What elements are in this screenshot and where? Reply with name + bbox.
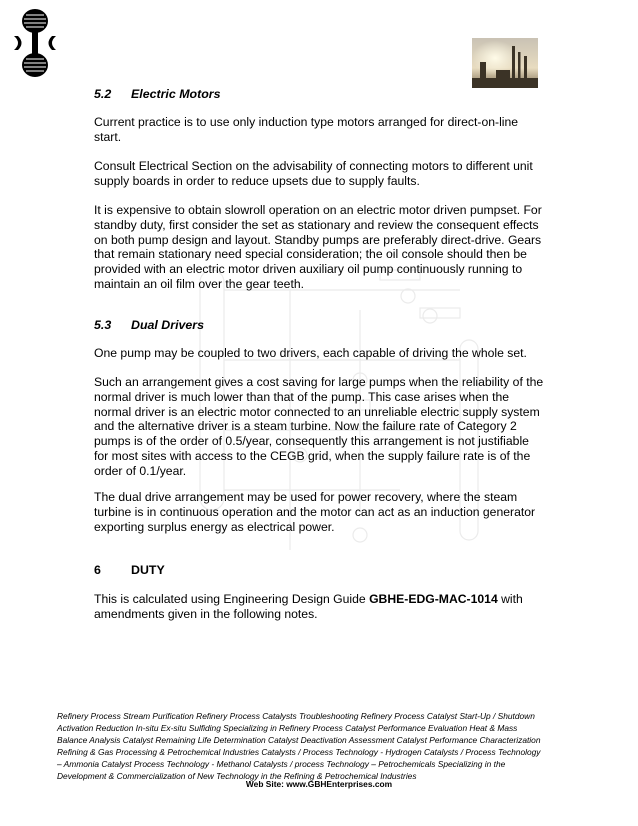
paragraph: Consult Electrical Section on the advisability of connecting motors to different unit supply boards in order to reduce upsets due to supply faults. [94,159,533,188]
refinery-photo [472,38,538,88]
paragraph [94,592,544,622]
paragraph: The dual drive arrangement may be used for power recovery, where the steam turbine is in continuous operation and the motor can act as an induction generator exporting surplus energy as electrical power. [94,490,536,534]
section-number: 5.3 [94,318,112,332]
guide-reference: GBHE-EDG-MAC-1014 [369,592,498,606]
footer-text: Refinery Process Stream Purification Refinery Process Catalysts Troubleshooting Refinery Process Catalyst Start-Up / Shutdown Activation Reduction In-situ Ex-situ Sulfiding Specializing in Refinery Process Catalyst Performance Evaluation Heat & Mass Balance Analysis Catalyst Remaining Life Determination Catalyst Deactivation Assessment Catalyst Performance Characterization Refining & Gas Processing & Petrochemical Industries Catalysts / Process Technology - Hydrogen Catalysts / Process Technology – Ammonia Catalyst Process Technology - Methanol Catalysts / process Technology – Petrochemicals Specializing in the Development & Commercialization of New Technology in the Refining & Petrochemical Industries [57,711,541,781]
section-title: DUTY [131,563,165,577]
paragraph-prefix: This is calculated using Engineering Design Guide [94,592,370,606]
section-title: Electric Motors [131,87,221,101]
paragraph: One pump may be coupled to two drivers, each capable of driving the whole set. [94,346,527,360]
section-heading-dual-drivers [94,318,204,332]
paragraph: Current practice is to use only induction type motors arranged for direct-on-line start. [94,115,519,144]
paragraph: It is expensive to obtain slowroll operation on an electric motor driven pumpset. For standby duty, first consider the set as stationary and review the consequent effects on both pump design and layout. Standby pumps are preferably direct-drive. Gears that remain stationary need special consideration; the oil console should then be provided with an electric motor driven auxiliary oil pump continuously running to maintain an oil film over the gear teeth. [94,203,542,291]
section-heading-duty [94,563,165,577]
section-title: Dual Drivers [131,318,205,332]
section-number: 5.2 [94,87,112,101]
paragraph-suffix: with amendments given in the following notes. [94,592,523,621]
footer-website: Web Site: www.GBHEnterprises.com [245,779,393,789]
gbh-logo-icon [12,6,58,80]
section-heading-electric-motors [94,87,221,101]
section-number: 6 [94,563,101,577]
paragraph: Such an arrangement gives a cost saving for large pumps when the reliability of the normal driver is much lower than that of the pump. This case arises when the normal driver is an electric motor connected to an unreliable electric supply system and the alternative driver is a steam turbine. Now the failure rate of Category 2 pumps is of the order of 0.5/year, consequently this arrangement is not justifiable for most sites with access to the CEGB grid, when the supply failure rate is of the order of 0.1/year. [94,375,544,478]
